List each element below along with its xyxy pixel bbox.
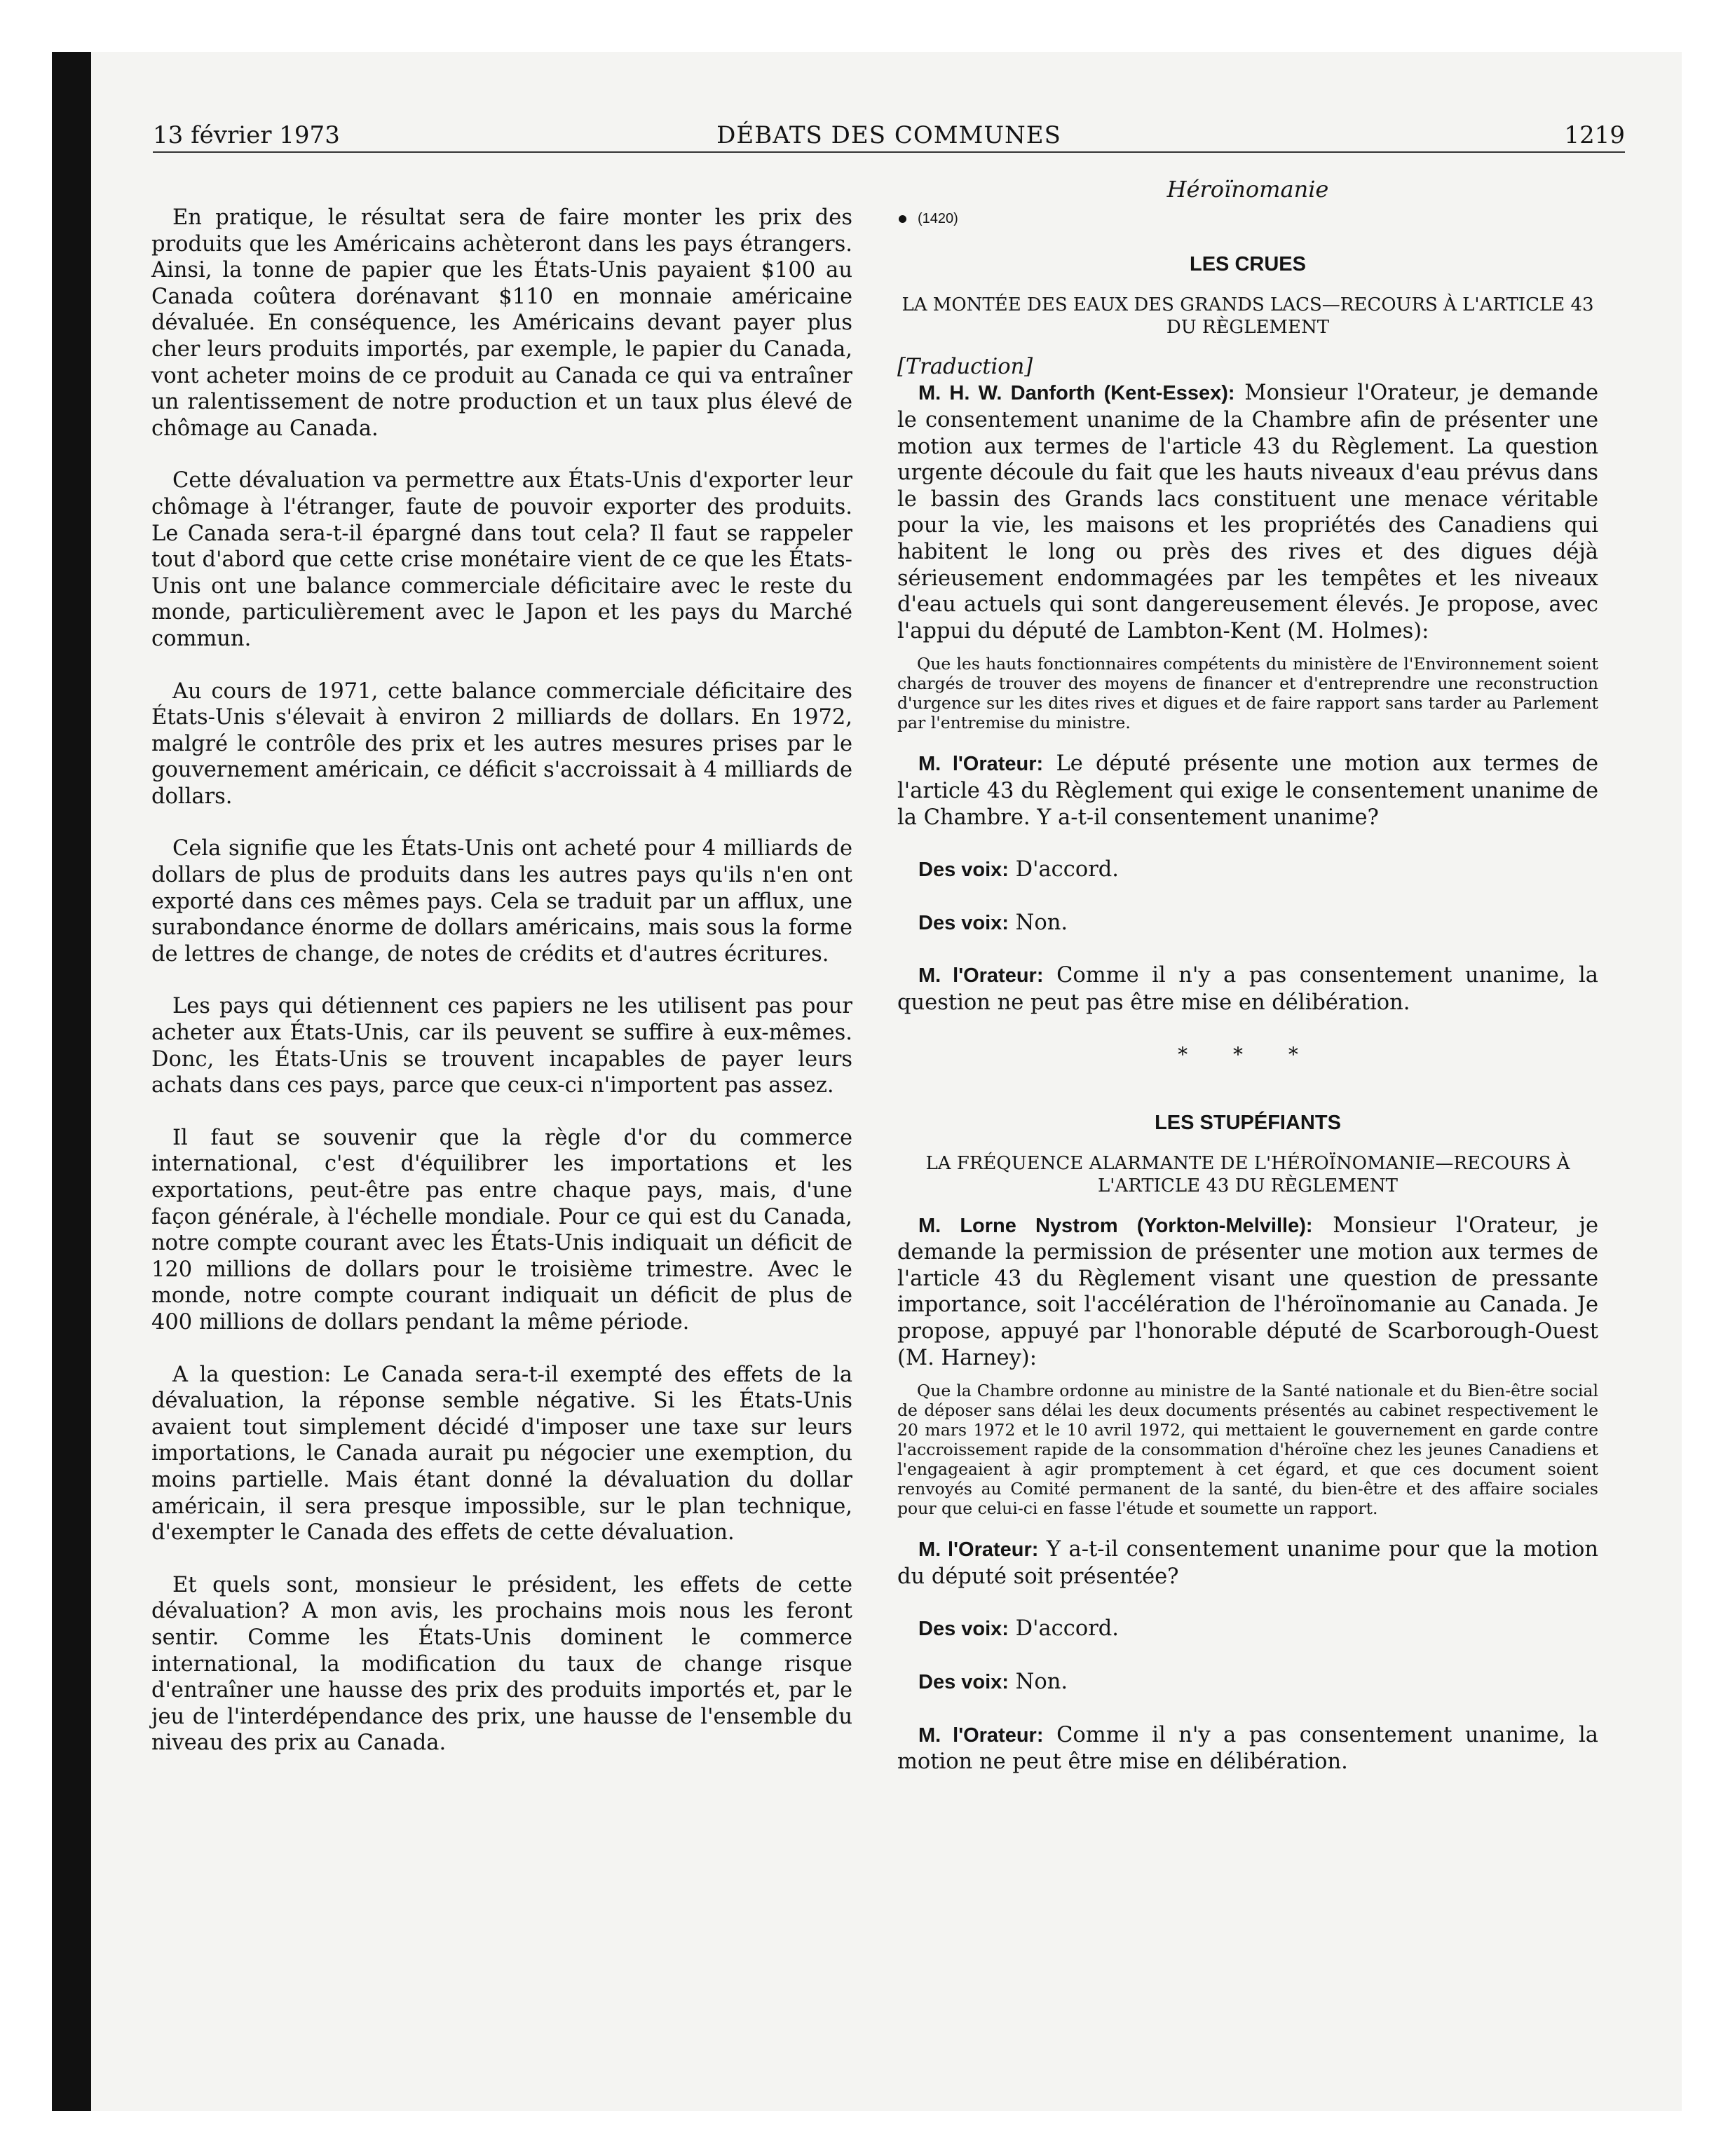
speech <box>897 1536 1598 1590</box>
voice-label: Des voix: <box>918 911 1009 934</box>
voice-response <box>897 910 1598 937</box>
speaker-name: M. l'Orateur: <box>918 964 1044 988</box>
binding-spine <box>52 52 91 2111</box>
paragraph: Au cours de 1971, cette balance commerciale déficitaire des États-Unis s'élevait à environ 2 milliards de dollars. En 1972, malgré le contrôle des prix et les autres mesures prises par le gouvernement américain, ce déficit s'accroissait à 4 milliards de dollars. <box>151 678 852 809</box>
voice-text: Non. <box>1015 1670 1068 1694</box>
voice-label: Des voix: <box>918 1618 1009 1641</box>
speech <box>897 1213 1598 1372</box>
timestamp-text: (1420) <box>918 210 958 226</box>
voice-label: Des voix: <box>918 859 1009 882</box>
section-subheading: LA FRÉQUENCE ALARMANTE DE L'HÉROÏNOMANIE—RECOURS À L'ARTICLE 43 DU RÈGLEMENT <box>925 1152 1570 1196</box>
header-date: 13 février 1973 <box>153 121 340 149</box>
right-column <box>897 177 1598 1801</box>
translation-note: [Traduction] <box>897 354 1033 379</box>
speech-text: Monsieur l'Orateur, je demande le consentement unanime de la Chambre afin de présenter une motion aux termes de l'article 43 du Règlement. La question urgente découle du fait que les hauts niveaux d'eau prévus dans le bassin des Grands lacs constituent une menace véritable pour la vie, les maisons et les propriétés des Canadiens qui habitent le long ou près des rives et des digues déjà sérieusement endommagées par les tempêtes et les niveaux d'eau actuels qui sont dangereusement élevés. Je propose, avec l'appui du député de Lambton-Kent (M. Holmes): <box>897 381 1599 643</box>
voice-response <box>897 857 1598 884</box>
section-heading: LES CRUES <box>1190 253 1306 276</box>
speech <box>897 751 1598 831</box>
header-title: DÉBATS DES COMMUNES <box>716 121 1061 149</box>
speaker-name: M. l'Orateur: <box>918 1538 1039 1562</box>
voice-response <box>897 1669 1598 1696</box>
timestamp <box>899 206 1598 233</box>
motion-text: Que les hauts fonctionnaires compétents du ministère de l'Environnement soient chargés de trouver des moyens de financer et d'entreprendre une reconstruction d'urgence sur les dites rives et digues et de faire rapport sans tarder au Parlement par l'entremise du ministre. <box>897 654 1598 733</box>
speech <box>897 962 1598 1016</box>
speech-text: Le député présente une motion aux termes de l'article 43 du Règlement qui exige le consentement unanime de la Chambre. Y a-t-il consentement unanime? <box>897 751 1599 830</box>
voice-text: Non. <box>1015 910 1068 935</box>
section-separator: * * * <box>1178 1043 1318 1067</box>
speech-text: Comme il n'y a pas consentement unanime, la question ne peut pas être mise en délibération. <box>897 963 1598 1015</box>
section-heading: LES STUPÉFIANTS <box>1155 1112 1341 1135</box>
speaker-name: M. Lorne Nystrom (Yorkton-Melville): <box>918 1214 1313 1237</box>
left-column <box>151 205 852 1782</box>
paragraph: Cette dévaluation va permettre aux États-Unis d'exporter leur chômage à l'étranger, faute de pouvoir exporter des produits. Le Canada sera-t-il épargné dans tout cela? Il faut se rappeler tout d'abord que cette crise monétaire vient de ce que les États-Unis ont une balance commerciale déficitaire avec le reste du monde, particulièrement avec le Japon et les pays du Marché commun. <box>151 468 852 651</box>
voice-text: D'accord. <box>1015 1616 1120 1642</box>
paragraph: A la question: Le Canada sera-t-il exempté des effets de la dévaluation, la réponse semble négative. Si les États-Unis avaient tout simplement décidé d'imposer une taxe sur leurs importations, le Canada aurait pu négocier une exemption, du moins partielle. Mais étant donné la dévaluation du dollar américain, il sera presque impossible, sur le plan technique, d'exempter le Canada des effets de cette dévaluation. <box>151 1362 852 1546</box>
speech <box>897 1722 1598 1775</box>
page-header <box>153 119 1625 153</box>
voice-response <box>897 1616 1598 1643</box>
paragraph: Les pays qui détiennent ces papiers ne les utilisent pas pour acheter aux États-Unis, car ils peuvent se suffire à eux-mêmes. Donc, les États-Unis se trouvent incapables de payer leurs achats dans ces pays, parce que ceux-ci n'importent pas assez. <box>151 994 852 1098</box>
paragraph: Et quels sont, monsieur le président, les effets de cette dévaluation? A mon avis, les prochains mois nous les feront sentir. Comme les États-Unis dominent le commerce international, la modification du taux de change risque d'entraîner une hausse des prix des produits importés et, par le jeu de l'interdépendance des prix, une hausse de l'ensemble du niveau des prix au Canada. <box>151 1572 852 1756</box>
bullet-icon <box>899 215 906 223</box>
speaker-name: M. l'Orateur: <box>918 753 1044 776</box>
speaker-name: M. H. W. Danforth (Kent-Essex): <box>918 382 1235 405</box>
speech <box>897 380 1598 644</box>
speech-text: Y a-t-il consentement unanime pour que la motion du député soit présentée? <box>897 1537 1599 1589</box>
paragraph: Cela signifie que les États-Unis ont acheté pour 4 milliards de dollars de plus de produits dans les autres pays qu'ils n'en ont exporté dans ces mêmes pays. Cela se traduit par un afflux, une surabondance énorme de dollars américains, mais sous la forme de lettres de change, de notes de crédits et d'autres écritures. <box>151 836 852 967</box>
section-subheading: LA MONTÉE DES EAUX DES GRANDS LACS—RECOURS À L'ARTICLE 43 DU RÈGLEMENT <box>901 294 1594 338</box>
speech-text: Monsieur l'Orateur, je demande la permission de présenter une motion aux termes de l'article 43 du Règlement visant une question de pressante importance, soit l'accélération de l'héroïnomanie au Canada. Je propose, appuyé par l'honorable député de Scarborough-Ouest (M. Harney): <box>897 1213 1598 1370</box>
speaker-name: M. l'Orateur: <box>918 1724 1044 1747</box>
scanned-page <box>52 52 1682 2111</box>
paragraph: En pratique, le résultat sera de faire monter les prix des produits que les Américains achèteront dans les pays étrangers. Ainsi, la tonne de papier que les États-Unis payaient $100 au Canada coûtera dorénavant $110 en monnaie américaine dévaluée. En conséquence, les Américains devant payer plus cher leurs produits importés, par exemple, le papier du Canada, vont acheter moins de ce produit au Canada ce qui va entraîner un ralentissement de notre production et un taux plus élevé de chômage au Canada. <box>151 205 852 441</box>
paragraph: Il faut se souvenir que la règle d'or du commerce international, c'est d'équilibrer les importations et les exportations, peut-être pas entre chaque pays, mais, d'une façon générale, à l'échelle mondiale. Pour ce qui est du Canada, notre compte courant avec les États-Unis indiquait un déficit de 120 millions de dollars pour le troisième trimestre. Avec le monde, notre compte courant indiquait un déficit de plus de 400 millions de dollars pendant la même période. <box>151 1125 852 1335</box>
header-page-number: 1219 <box>1564 121 1625 149</box>
running-title: Héroïnomanie <box>1166 176 1329 203</box>
voice-text: D'accord. <box>1015 857 1120 882</box>
voice-label: Des voix: <box>918 1671 1009 1693</box>
motion-text: Que la Chambre ordonne au ministre de la Santé nationale et du Bien-être social de déposer sans délai les deux documents présentés au cabinet respectivement le 20 mars 1972 et le 10 avril 1972, qui mettaient le gouvernement en garde contre l'accroissement rapide de la consommation d'héroïne chez les jeunes Canadiens et l'engageaient à agir promptement à cet égard, et que ces document soient renvoyés au Comité permanent de la santé, du bien-être et des affaire sociales pour que celui-ci en fasse l'étude et soumette un rapport. <box>897 1381 1598 1519</box>
speech-text: Comme il n'y a pas consentement unanime, la motion ne peut être mise en délibération. <box>897 1722 1598 1775</box>
